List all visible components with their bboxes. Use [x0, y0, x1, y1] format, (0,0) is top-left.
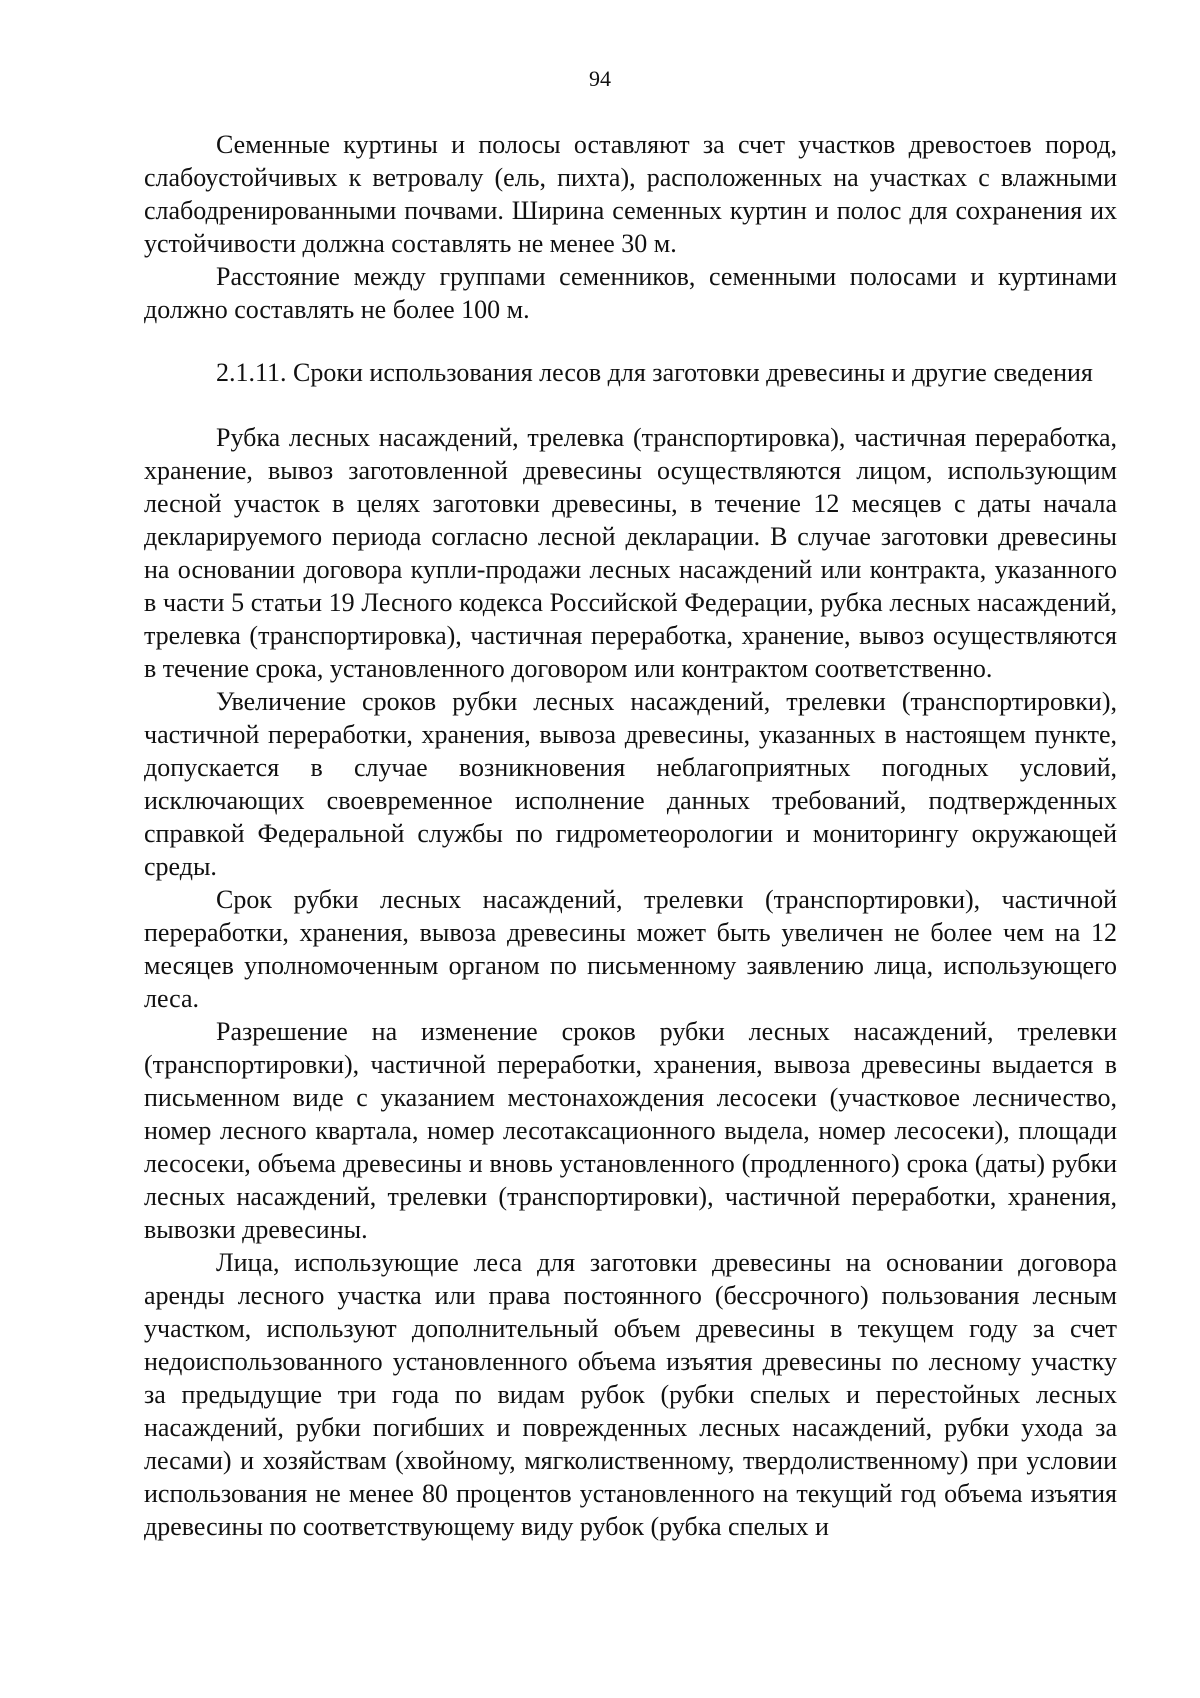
page-body — [144, 128, 1117, 1543]
paragraph-felling-terms: Рубка лесных насаждений, трелевка (транспортировка), частичная переработка, хранение, вывоз заготовленной древесины осуществляются лицом, использующим лесной участок в целях заготовки древесины, в течение 12 месяцев с даты начала декларируемого периода согласно лесной декларации. В случае заготовки древесины на основании договора купли-продажи лесных насаждений или контракта, указанного в части 5 статьи 19 Лесного кодекса Российской Федерации, рубка лесных насаждений, трелевка (транспортировка), частичная переработка, хранение, вывоз осуществляются в течение срока, установленного договором или контрактом соответственно. — [144, 423, 1117, 683]
paragraph-additional-volume: Лица, использующие леса для заготовки древесины на основании договора аренды лесного участка или права постоянного (бессрочного) пользования лесным участком, используют дополнительный объем древесины в текущем году за счет недоиспользованного установленного объема изъятия древесины по лесному участку за предыдущие три года по видам рубок (рубки спелых и перестойных лесных насаждений, рубки погибших и поврежденных лесных насаждений, рубки ухода за лесами) и хозяйствам (хвойному, мягколиственному, твердолиственному) при условии использования не менее 80 процентов установленного на текущий год объема изъятия древесины по соответствующему виду рубок (рубка спелых и — [144, 1248, 1117, 1541]
paragraph-term-extension: Увеличение сроков рубки лесных насаждений, трелевки (транспортировки), частичной переработки, хранения, вывоза древесины, указанных в настоящем пункте, допускается в случае возникновения неблагоприятных погодных условий, исключающих своевременное исполнение данных требований, подтвержденных справкой Федеральной службы по гидрометеорологии и мониторингу окружающей среды. — [144, 687, 1117, 881]
paragraph-permission: Разрешение на изменение сроков рубки лесных насаждений, трелевки (транспортировки), частичной переработки, хранения, вывоза древесины выдается в письменном виде с указанием местонахождения лесосеки (участковое лесничество, номер лесного квартала, номер лесотаксационного выдела, номер лесосеки), площади лесосеки, объема древесины и вновь установленного (продленного) срока (даты) рубки лесных насаждений, трелевки (транспортировки), частичной переработки, хранения, вывозки древесины. — [144, 1017, 1117, 1244]
section-heading: 2.1.11. Сроки использования лесов для заготовки древесины и другие сведения — [216, 358, 1093, 387]
paragraph-extension-limit: Срок рубки лесных насаждений, трелевки (транспортировки), частичной переработки, хранения, вывоза древесины может быть увеличен не более чем на 12 месяцев уполномоченным органом по письменному заявлению лица, использующего леса. — [144, 885, 1117, 1013]
paragraph-seed-distance: Расстояние между группами семенников, семенными полосами и куртинами должно составлять не более 100 м. — [144, 262, 1117, 324]
paragraph-seed-patches: Семенные куртины и полосы оставляют за счет участков древостоев пород, слабоустойчивых к ветровалу (ель, пихта), расположенных на участках с влажными слабодренированными почвами. Ширина семенных куртин и полос для сохранения их устойчивости должна составлять не менее 30 м. — [144, 130, 1117, 258]
page-number: 94 — [589, 66, 611, 91]
